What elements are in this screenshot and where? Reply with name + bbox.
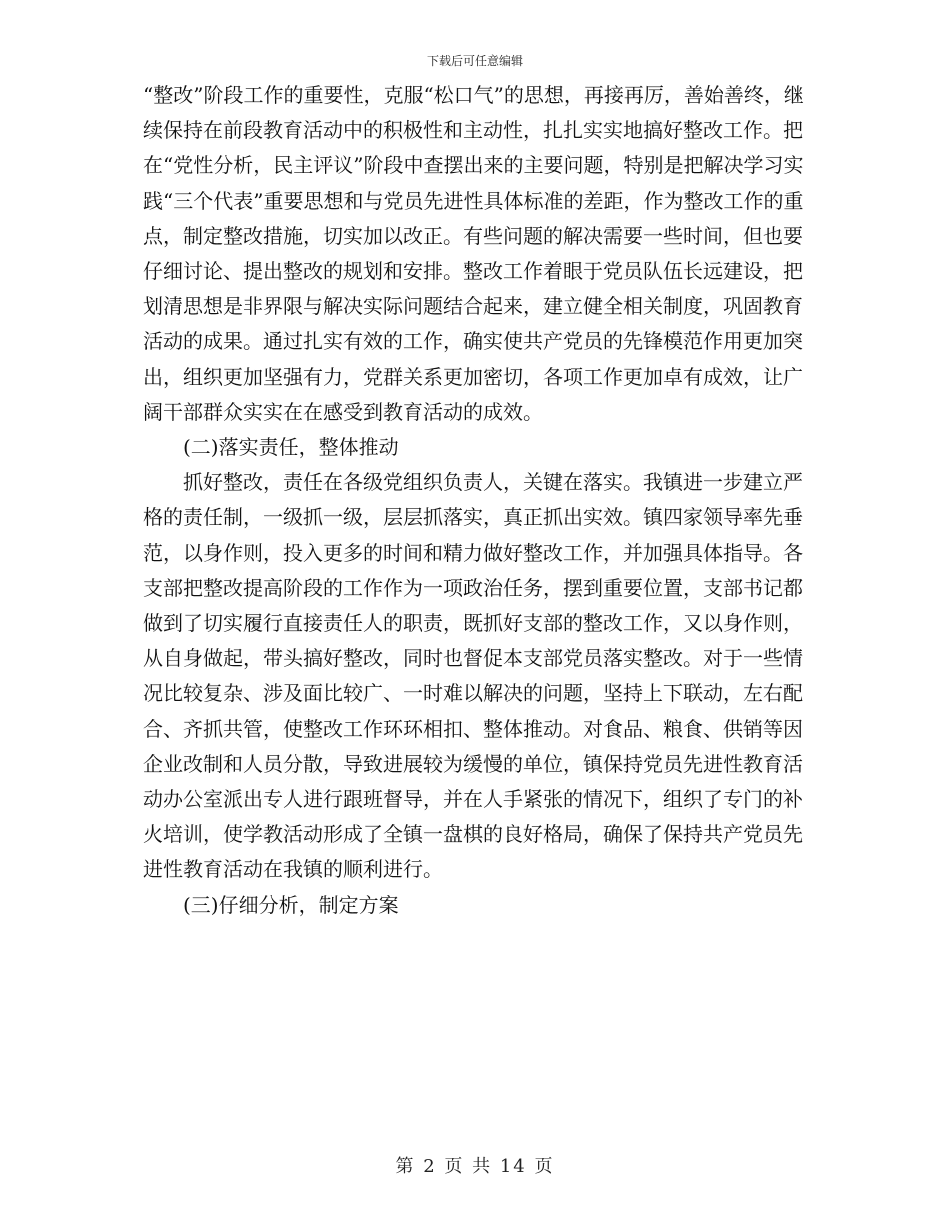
paragraph-responsibility: 抓好整改，责任在各级党组织负责人，关键在落实。我镇进一步建立严格的责任制，一级抓一级，层层抓落实，真正抓出实效。镇四家领导率先垂范，以身作则，投入更多的时间和精力做好整改工作，并加强具体指导。各支部把整改提高阶段的工作作为一项政治任务，摆到重要位置，支部书记都做到了切实履行直接责任人的职责，既抓好支部的整改工作，又以身作则，从自身做起，带头搞好整改，同时也督促本支部党员落实整改。对于一些情况比较复杂、涉及面比较广、一时难以解决的问题，坚持上下联动，左右配合、齐抓共管，使整改工作环环相扣、整体推动。对食品、粮食、供销等因企业改制和人员分散，导致进展较为缓慢的单位，镇保持党员先进性教育活动办公室派出专人进行跟班督导，并在人手紧张的情况下，组织了专门的补火培训，使学教活动形成了全镇一盘棋的良好格局，确保了保持共产党员先进性教育活动在我镇的顺利进行。 bbox=[143, 470, 803, 882]
document-body bbox=[143, 78, 813, 923]
page-header: 下载后可任意编辑 bbox=[426, 54, 523, 68]
page-number: 第 2 页 共 14 页 bbox=[395, 1156, 555, 1177]
section-heading-2: (二)落实责任，整体推动 bbox=[183, 435, 399, 460]
section-heading-3: (三)仔细分析，制定方案 bbox=[183, 892, 399, 917]
paragraph-continuation: “整改”阶段工作的重要性，克服“松口气”的思想，再接再厉，善始善终，继续保持在前段教育活动中的积极性和主动性，扎扎实实地搞好整改工作。把在“党性分析，民主评议”阶段中查摆出来的主要问题，特别是把解决学习实践“三个代表”重要思想和与党员先进性具体标准的差距，作为整改工作的重点，制定整改措施，切实加以改正。有些问题的解决需要一些时间，但也要仔细讨论、提出整改的规划和安排。整改工作着眼于党员队伍长远建设，把划清思想是非界限与解决实际问题结合起来，建立健全相关制度，巩固教育活动的成果。通过扎实有效的工作，确实使共产党员的先锋模范作用更加突出，组织更加坚强有力，党群关系更加密切，各项工作更加卓有成效，让广阔干部群众实实在在感受到教育活动的成效。 bbox=[143, 83, 804, 424]
